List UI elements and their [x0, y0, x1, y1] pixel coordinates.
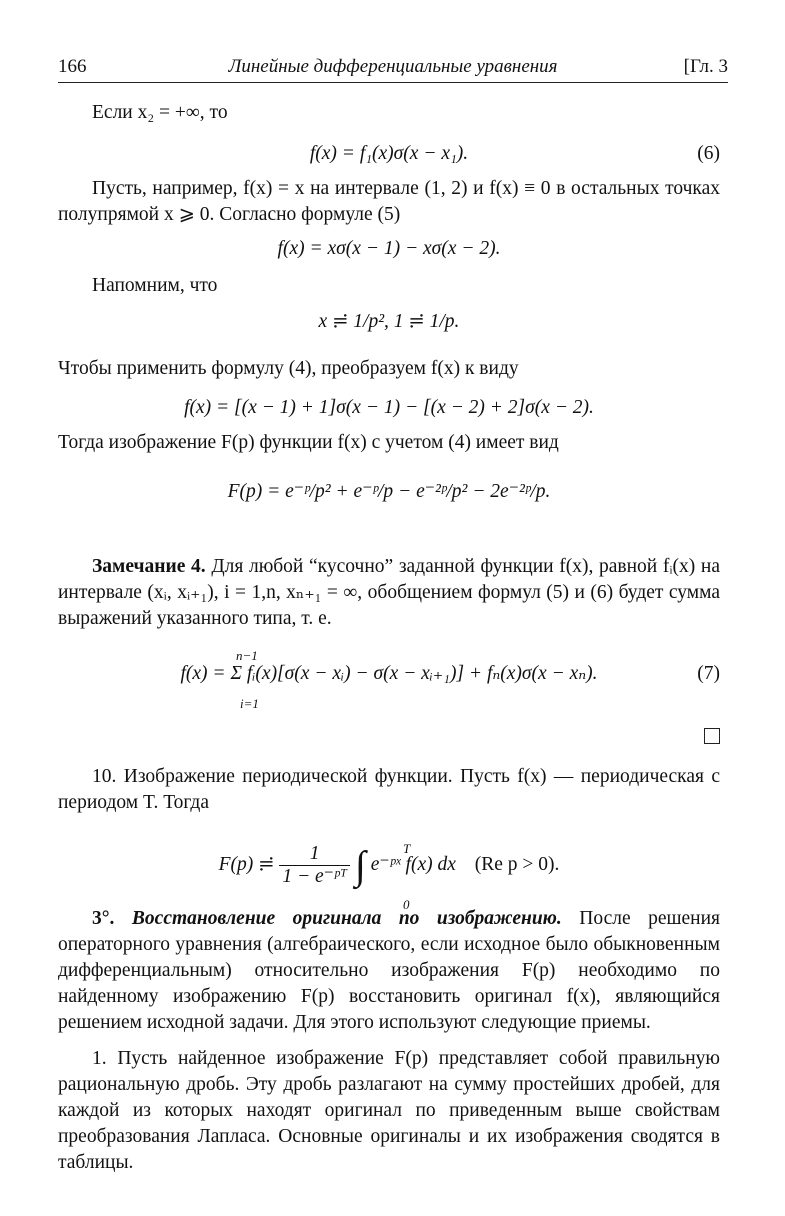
section-3-label: 3°. — [92, 908, 115, 929]
integral-sign-icon: ∫ — [354, 842, 366, 888]
remark-text: Для любой “кусочно” заданной функции f(x), равной fᵢ(x) на интервале (xᵢ, xᵢ₊₁), i = 1,n, xₙ₊₁ = ∞, обобщением формул (5) и (6) будет сумма выражений указанного типа, т. е. — [58, 556, 721, 629]
page-number: 166 — [58, 56, 87, 77]
equation-transform: f(x) = [(x − 1) + 1]σ(x − 1) − [(x − 2) + 2]σ(x − 2). — [184, 397, 594, 418]
integral-upper-limit: T — [403, 841, 411, 856]
sum-upper-limit: n−1 — [236, 648, 258, 663]
section-3-text: После решения операторного уравнения (алгебраического, если исходное было обыкновенным дифференциальным) относительно изображения F(p) необходимо по найденному изображению F(p) восстановить оригинал f(x), являющийся решением исходной задачи. Для этого используют следующие приемы. — [58, 908, 721, 1033]
paragraph-if-x2: Если x₂ = +∞, то — [92, 102, 228, 123]
paragraph-recall: Напомним, что — [92, 275, 218, 296]
equation-7-body: f(x) = Σ fᵢ(x)[σ(x − xᵢ) − σ(x − xᵢ₊₁)] + fₙ(x)σ(x − xₙ). — [180, 663, 598, 684]
equation-7 — [58, 648, 720, 711]
equation-7-number: (7) — [697, 663, 720, 684]
periodic-numerator: 1 — [279, 843, 350, 866]
qed-square — [704, 728, 720, 744]
section-3-title: Восстановление оригинала по изображению. — [131, 908, 562, 929]
periodic-condition: (Re p > 0). — [474, 854, 560, 875]
equation-6-number: (6) — [697, 143, 720, 164]
running-head — [58, 56, 728, 83]
equation-example: f(x) = xσ(x − 1) − xσ(x − 2). — [277, 238, 501, 259]
paragraph-item-1: 1. Пусть найденное изображение F(p) представляет собой правильную рациональную дробь. Эту дробь разлагают на сумму простейших дробей, для каждой из которых находят оригинал по приведенным выше свойствам преобразования Лапласа. Основные оригиналы и их изображения сводятся в таблицы. — [58, 1048, 720, 1173]
integral-lower-limit: 0 — [403, 897, 410, 912]
periodic-lhs: F(p) ≓ — [218, 854, 275, 875]
remark-label: Замечание 4. — [92, 556, 206, 577]
paragraph-apply: Чтобы применить формулу (4), преобразуем f(x) к виду — [58, 358, 519, 379]
paragraph-periodic: 10. Изображение периодической функции. Пусть f(x) — периодическая с периодом T. Тогда — [58, 766, 720, 813]
equation-6 — [58, 137, 720, 171]
equation-periodic — [58, 840, 720, 912]
chapter-label: [Гл. 3 — [683, 56, 728, 77]
remark-4 — [58, 554, 720, 632]
periodic-integrand: e⁻ᵖˣ f(x) dx — [370, 854, 456, 875]
periodic-denominator: 1 − e⁻ᵖᵀ — [282, 866, 347, 888]
running-title: Линейные дифференциальные уравнения — [228, 56, 558, 77]
sum-lower-limit: i=1 — [240, 696, 259, 711]
paragraph-then: Тогда изображение F(p) функции f(x) с учетом (4) имеет вид — [58, 432, 559, 453]
section-3 — [58, 906, 720, 1036]
paragraph-example: Пусть, например, f(x) = x на интервале (1, 2) и f(x) ≡ 0 в остальных точках полупрямой x ⩾ 0. Согласно формуле (5) — [58, 178, 720, 225]
periodic-fraction — [279, 843, 350, 888]
equation-recall: x ≓ 1/p², 1 ≓ 1/p. — [318, 311, 460, 332]
equation-Fp: F(p) = e⁻ᵖ/p² + e⁻ᵖ/p − e⁻²ᵖ/p² − 2e⁻²ᵖ/p. — [227, 481, 551, 502]
equation-6-body: f(x) = f₁(x)σ(x − x₁). — [309, 143, 469, 164]
